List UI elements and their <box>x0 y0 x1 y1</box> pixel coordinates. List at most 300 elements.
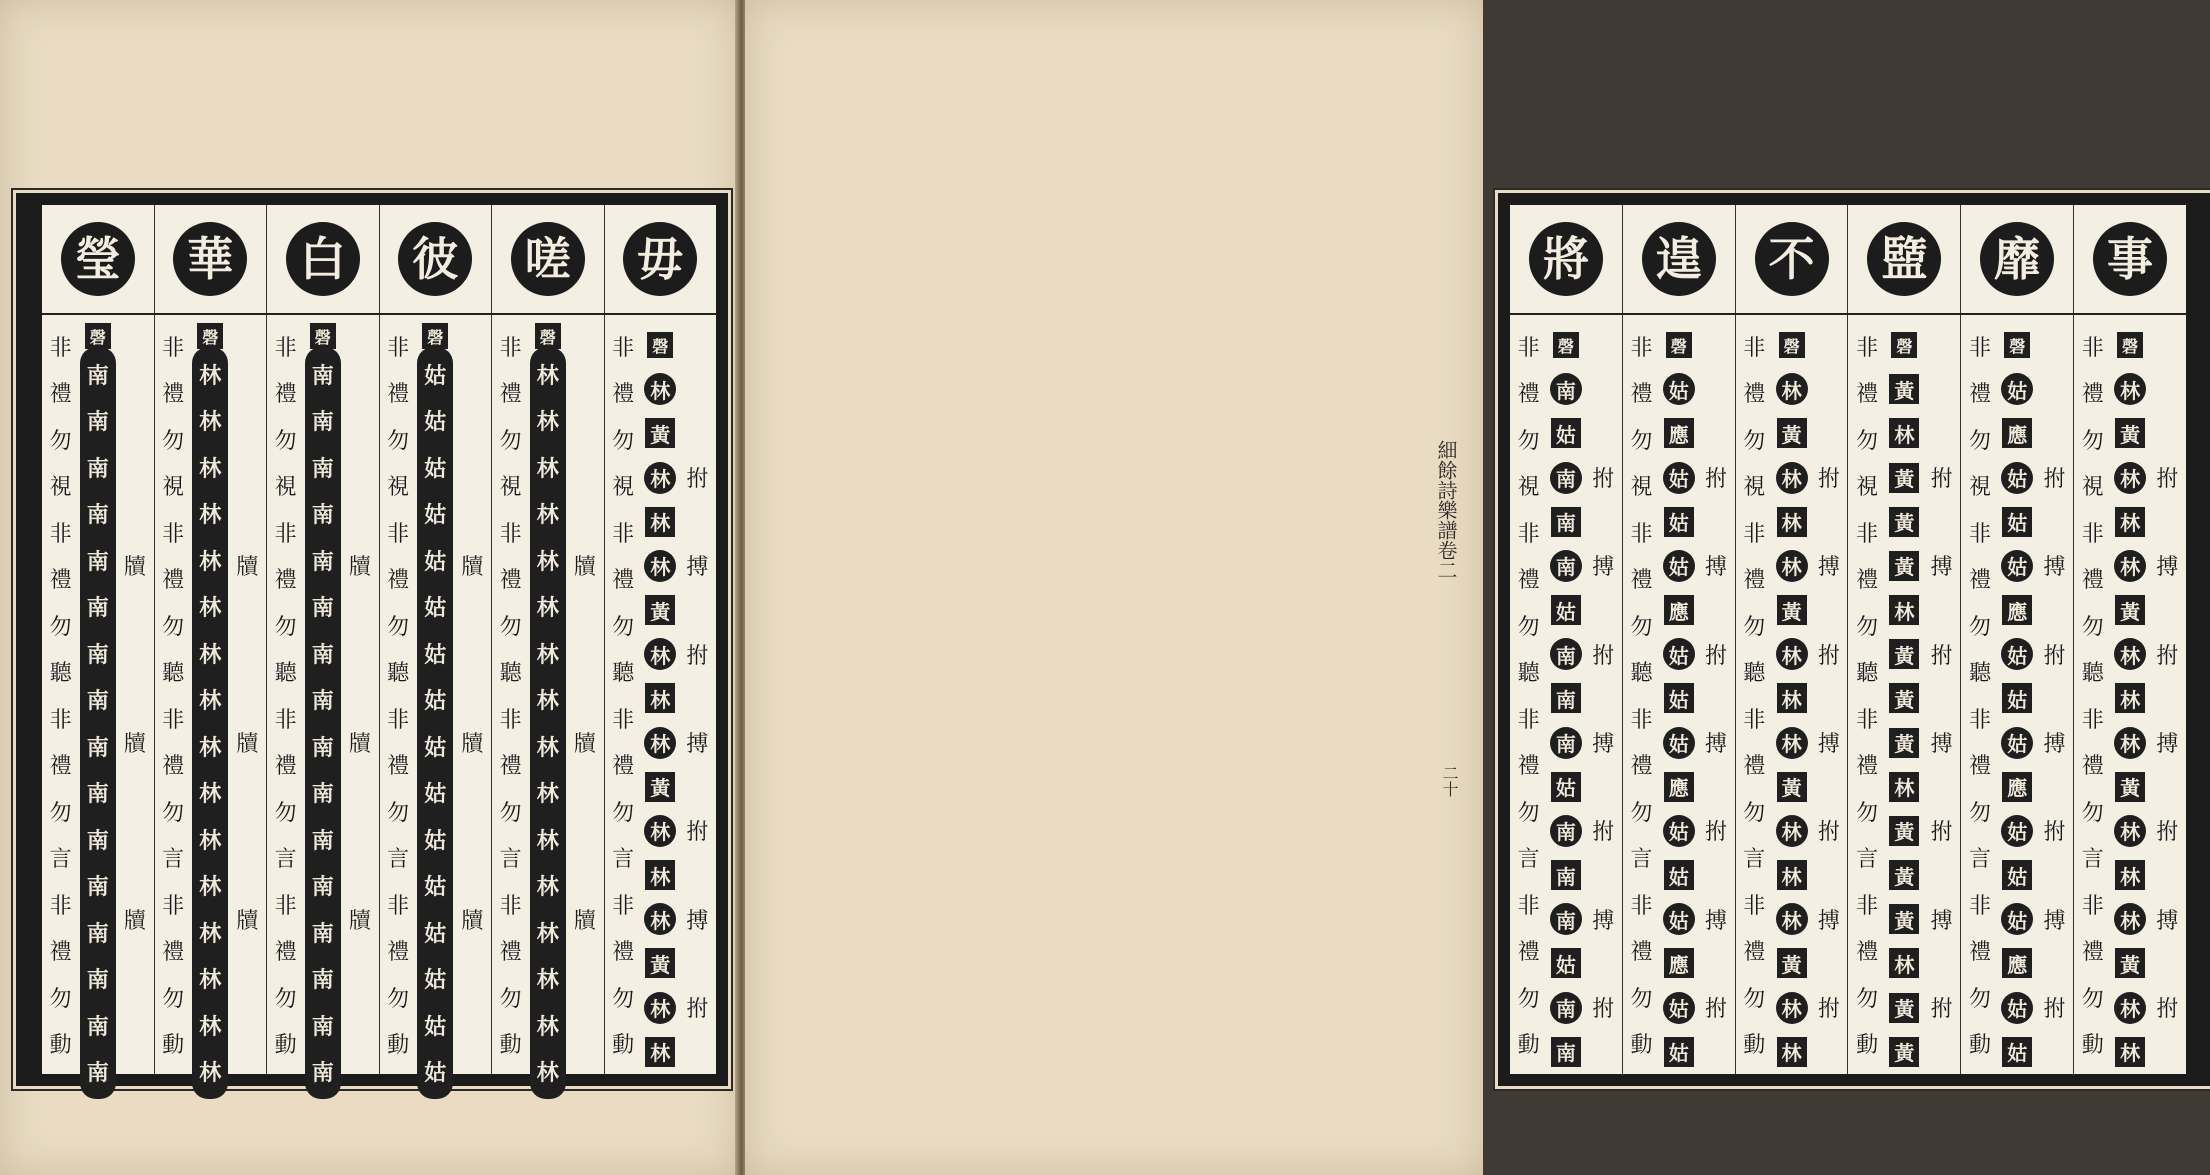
accent-mark <box>117 588 153 632</box>
lyric-char: 勿 <box>274 986 297 1012</box>
note-column <box>304 315 341 1087</box>
sheng-mark: 磬 <box>197 323 223 349</box>
note-cell <box>1886 941 1922 985</box>
accent-mark <box>229 1030 265 1074</box>
lyric-char: 非 <box>387 521 410 547</box>
bar-note: 姑 <box>424 1060 447 1087</box>
lyric-char: 動 <box>274 1033 297 1059</box>
bar-note: 姑 <box>424 1013 447 1040</box>
bar-note: 林 <box>199 641 222 668</box>
lyric-char: 勿 <box>387 800 410 826</box>
boxed-note: 黃 <box>1889 374 1919 404</box>
bar-note: 姑 <box>424 455 447 482</box>
boxed-note: 姑 <box>2002 507 2032 537</box>
lyric-char: 非 <box>1856 893 1879 919</box>
bar-note: 林 <box>536 920 559 947</box>
accent-mark: 牘 <box>236 555 259 581</box>
boxed-note: 林 <box>1777 507 1807 537</box>
lyric-char: 禮 <box>162 382 185 408</box>
note-cell <box>642 632 678 676</box>
accent-mark <box>2149 367 2185 411</box>
lyric-column <box>380 315 417 1074</box>
accent-mark: 拊 <box>2156 997 2179 1023</box>
boxed-note: 應 <box>2002 948 2032 978</box>
bar-note: 姑 <box>424 967 447 994</box>
lyric-char: 勿 <box>2081 986 2104 1012</box>
note-cell <box>2112 456 2148 500</box>
accent-mark: 拊 <box>1817 467 1840 493</box>
column-group <box>1961 315 2074 1074</box>
accent-mark: 拊 <box>686 820 709 846</box>
lyric-header-disc: 事 <box>2093 222 2167 296</box>
accent-mark <box>342 676 378 720</box>
note-cell <box>1774 986 1810 1030</box>
circled-note: 林 <box>1776 727 1808 759</box>
accent-mark: 搏 <box>1817 908 1840 934</box>
sheng-label <box>530 323 566 349</box>
boxed-note: 黃 <box>1889 904 1919 934</box>
circled-note: 林 <box>1776 550 1808 582</box>
lyric-char: 勿 <box>1630 800 1653 826</box>
lyric-char: 視 <box>162 475 185 501</box>
note-cell <box>642 367 678 411</box>
note-cell <box>1548 500 1584 544</box>
lyric-char: 禮 <box>387 382 410 408</box>
header-cell <box>605 205 717 313</box>
lyric-char: 非 <box>387 893 410 919</box>
lyric-char: 言 <box>2081 847 2104 873</box>
bar-note: 林 <box>199 1060 222 1087</box>
lyric-char: 聽 <box>1968 661 1991 687</box>
lyric-char: 禮 <box>1968 568 1991 594</box>
accent-mark <box>2149 941 2185 985</box>
accent-mark <box>1698 588 1734 632</box>
accent-column <box>2036 315 2073 1074</box>
accent-mark <box>342 367 378 411</box>
accent-spacer <box>1585 323 1621 367</box>
note-cell <box>642 411 678 455</box>
lyric-char: 非 <box>1968 335 1991 361</box>
boxed-note: 黃 <box>1889 1037 1919 1067</box>
lyric-char: 禮 <box>1630 568 1653 594</box>
accent-mark <box>342 1030 378 1074</box>
circled-note: 姑 <box>1663 815 1695 847</box>
lyric-char: 勿 <box>49 614 72 640</box>
accent-mark <box>1924 500 1960 544</box>
sheng-label <box>1999 323 2035 367</box>
lyric-char: 勿 <box>1743 800 1766 826</box>
boxed-note: 南 <box>1551 683 1581 713</box>
accent-mark: 搏 <box>686 732 709 758</box>
lyric-char: 禮 <box>499 382 522 408</box>
accent-mark <box>1698 676 1734 720</box>
circled-note: 姑 <box>2001 727 2033 759</box>
note-cell <box>1661 588 1697 632</box>
accent-mark <box>1585 411 1621 455</box>
note-cell <box>1774 367 1810 411</box>
accent-spacer <box>1924 323 1960 367</box>
lyric-char: 禮 <box>1856 940 1879 966</box>
lyric-char: 非 <box>2081 521 2104 547</box>
boxed-note: 黃 <box>645 418 675 448</box>
accent-mark <box>2037 941 2073 985</box>
lyric-char: 勿 <box>387 428 410 454</box>
circled-note: 南 <box>1550 992 1582 1024</box>
lyric-char: 非 <box>1743 335 1766 361</box>
note-cell <box>1774 721 1810 765</box>
lyric-char: 勿 <box>274 428 297 454</box>
lyric-column <box>605 315 642 1074</box>
boxed-note: 林 <box>645 1037 675 1067</box>
circled-note: 南 <box>1550 462 1582 494</box>
note-cell <box>1886 500 1922 544</box>
note-cell <box>1999 986 2035 1030</box>
lyric-char: 聽 <box>499 661 522 687</box>
note-cell <box>1999 1030 2035 1074</box>
lyric-char: 禮 <box>49 754 72 780</box>
right-header-band <box>1510 205 2186 315</box>
boxed-note: 黃 <box>2115 772 2145 802</box>
column-group <box>492 315 605 1087</box>
lyric-char: 勿 <box>2081 428 2104 454</box>
lyric-char: 視 <box>499 475 522 501</box>
note-column <box>1660 315 1697 1074</box>
note-cell <box>1774 456 1810 500</box>
lyric-char: 禮 <box>1517 940 1540 966</box>
bar-note: 林 <box>536 688 559 715</box>
bar-note: 南 <box>86 827 109 854</box>
boxed-note: 黃 <box>1889 463 1919 493</box>
accent-mark <box>117 1030 153 1074</box>
boxed-note: 黃 <box>1889 993 1919 1023</box>
note-bar <box>530 347 566 1099</box>
accent-mark: 拊 <box>1592 820 1615 846</box>
lyric-char: 禮 <box>49 382 72 408</box>
lyric-char: 非 <box>1630 893 1653 919</box>
lyric-char: 勿 <box>1968 986 1991 1012</box>
accent-mark <box>117 411 153 455</box>
circled-note: 姑 <box>2001 550 2033 582</box>
note-cell <box>1886 544 1922 588</box>
accent-mark: 搏 <box>1705 555 1728 581</box>
note-cell <box>1548 676 1584 720</box>
lyric-char: 非 <box>1856 707 1879 733</box>
lyric-char: 禮 <box>2081 568 2104 594</box>
note-cell <box>1661 1030 1697 1074</box>
lyric-char: 非 <box>2081 893 2104 919</box>
lyric-char: 聽 <box>612 661 635 687</box>
lyric-char: 勿 <box>49 428 72 454</box>
accent-mark <box>1585 765 1621 809</box>
lyric-char: 禮 <box>612 568 635 594</box>
note-cell <box>642 1030 678 1074</box>
accent-column <box>1697 315 1734 1074</box>
note-cell <box>1999 676 2035 720</box>
lyric-char: 聽 <box>1517 661 1540 687</box>
bar-note: 姑 <box>424 409 447 436</box>
note-cell <box>1774 853 1810 897</box>
note-cell <box>1774 897 1810 941</box>
accent-mark: 拊 <box>1592 467 1615 493</box>
lyric-char: 禮 <box>612 754 635 780</box>
lyric-char: 勿 <box>499 428 522 454</box>
note-cell <box>2112 1030 2148 1074</box>
bar-note: 林 <box>536 409 559 436</box>
note-cell <box>1548 588 1584 632</box>
bar-note: 林 <box>536 781 559 808</box>
note-cell <box>1886 367 1922 411</box>
accent-mark <box>1585 500 1621 544</box>
accent-mark <box>454 632 490 676</box>
right-score-frame <box>1498 193 2210 1086</box>
circled-note: 姑 <box>1663 727 1695 759</box>
note-cell <box>2112 367 2148 411</box>
right-page-number: 二十 <box>1440 765 1459 797</box>
note-cell <box>1661 721 1697 765</box>
circled-note: 姑 <box>1663 550 1695 582</box>
bar-note: 南 <box>86 595 109 622</box>
sheng-label <box>417 323 453 349</box>
lyric-char: 勿 <box>1743 986 1766 1012</box>
note-cell <box>1886 765 1922 809</box>
accent-mark <box>1924 367 1960 411</box>
note-cell <box>1661 809 1697 853</box>
lyric-char: 禮 <box>499 754 522 780</box>
accent-mark <box>679 676 715 720</box>
accent-mark <box>1924 676 1960 720</box>
accent-mark: 牘 <box>348 555 371 581</box>
accent-mark <box>117 456 153 500</box>
lyric-char: 勿 <box>612 428 635 454</box>
note-cell <box>642 853 678 897</box>
boxed-note: 姑 <box>1551 948 1581 978</box>
accent-spacer <box>2149 323 2185 367</box>
accent-mark <box>567 986 603 1030</box>
lyric-char: 禮 <box>162 568 185 594</box>
lyric-char: 禮 <box>1630 940 1653 966</box>
accent-mark <box>567 853 603 897</box>
lyric-char: 非 <box>612 893 635 919</box>
accent-mark <box>454 809 490 853</box>
accent-column <box>341 315 378 1074</box>
accent-mark <box>567 1030 603 1074</box>
note-cell <box>642 765 678 809</box>
accent-mark <box>2149 765 2185 809</box>
header-cell <box>42 205 155 313</box>
lyric-char: 勿 <box>1856 800 1879 826</box>
sheng-label <box>192 323 228 349</box>
bar-note: 南 <box>86 409 109 436</box>
boxed-note: 黃 <box>1889 816 1919 846</box>
boxed-note: 姑 <box>1664 1037 1694 1067</box>
note-cell <box>1548 367 1584 411</box>
lyric-char: 勿 <box>612 614 635 640</box>
accent-mark <box>342 588 378 632</box>
lyric-char: 禮 <box>1630 382 1653 408</box>
accent-mark <box>1924 941 1960 985</box>
accent-mark: 拊 <box>2156 820 2179 846</box>
lyric-char: 禮 <box>1856 754 1879 780</box>
accent-spacer <box>117 323 153 367</box>
accent-mark <box>1924 1030 1960 1074</box>
accent-column <box>454 315 491 1074</box>
column-group <box>380 315 493 1087</box>
lyric-char: 勿 <box>1968 614 1991 640</box>
accent-mark: 牘 <box>573 732 596 758</box>
note-cell <box>1661 676 1697 720</box>
note-cell <box>1774 1030 1810 1074</box>
accent-mark <box>342 986 378 1030</box>
accent-mark: 牘 <box>348 908 371 934</box>
accent-mark <box>229 765 265 809</box>
lyric-char: 聽 <box>1856 661 1879 687</box>
bar-note: 南 <box>311 967 334 994</box>
lyric-char: 禮 <box>1856 568 1879 594</box>
lyric-header-disc: 嗟 <box>511 222 585 296</box>
note-column <box>1773 315 1810 1074</box>
bar-note: 南 <box>86 1060 109 1087</box>
lyric-char: 非 <box>1630 521 1653 547</box>
note-cell <box>642 500 678 544</box>
right-margin-title: 細餘詩樂譜卷二 <box>1434 440 1458 580</box>
boxed-note: 姑 <box>1551 418 1581 448</box>
note-cell <box>1548 809 1584 853</box>
accent-mark <box>229 853 265 897</box>
boxed-note: 應 <box>1664 595 1694 625</box>
boxed-note: 黃 <box>1889 860 1919 890</box>
note-cell <box>1999 544 2035 588</box>
lyric-char: 聽 <box>274 661 297 687</box>
circled-note: 姑 <box>1663 992 1695 1024</box>
circled-note: 林 <box>1776 903 1808 935</box>
lyric-header-disc: 將 <box>1529 222 1603 296</box>
lyric-char: 勿 <box>1968 428 1991 454</box>
bar-note: 南 <box>311 827 334 854</box>
accent-mark <box>1924 853 1960 897</box>
lyric-char: 言 <box>387 847 410 873</box>
lyric-char: 非 <box>1856 521 1879 547</box>
accent-mark: 搏 <box>1930 732 1953 758</box>
lyric-char: 視 <box>49 475 72 501</box>
lyric-char: 勿 <box>162 986 185 1012</box>
lyric-char: 言 <box>162 847 185 873</box>
sheng-label <box>2112 323 2148 367</box>
note-cell <box>2112 941 2148 985</box>
bar-note: 南 <box>311 502 334 529</box>
accent-mark: 搏 <box>686 555 709 581</box>
bar-note: 林 <box>536 874 559 901</box>
lyric-char: 視 <box>1743 475 1766 501</box>
lyric-char: 勿 <box>1856 986 1879 1012</box>
lyric-header-disc: 靡 <box>1980 222 2054 296</box>
right-score-columns <box>1510 315 2186 1074</box>
accent-mark: 搏 <box>1705 732 1728 758</box>
bar-note: 南 <box>311 920 334 947</box>
accent-mark <box>1585 1030 1621 1074</box>
accent-mark: 牘 <box>348 732 371 758</box>
column-group <box>605 315 717 1074</box>
accent-mark: 牘 <box>573 555 596 581</box>
lyric-char: 非 <box>162 707 185 733</box>
accent-mark <box>1924 411 1960 455</box>
column-group <box>155 315 268 1087</box>
note-cell <box>1774 765 1810 809</box>
lyric-char: 禮 <box>1743 940 1766 966</box>
lyric-char: 禮 <box>1743 568 1766 594</box>
lyric-char: 非 <box>1743 707 1766 733</box>
header-cell <box>380 205 493 313</box>
accent-mark <box>454 765 490 809</box>
circled-note: 林 <box>644 992 676 1024</box>
bar-note: 林 <box>536 595 559 622</box>
bar-note: 林 <box>199 548 222 575</box>
note-cell <box>1886 853 1922 897</box>
circled-note: 姑 <box>2001 992 2033 1024</box>
accent-mark <box>1698 941 1734 985</box>
bar-note: 南 <box>311 641 334 668</box>
lyric-char: 非 <box>1743 521 1766 547</box>
note-cell <box>2112 765 2148 809</box>
note-cell <box>1548 632 1584 676</box>
circled-note: 姑 <box>1663 462 1695 494</box>
boxed-note: 姑 <box>1664 860 1694 890</box>
bar-note: 林 <box>199 502 222 529</box>
bar-note: 南 <box>311 548 334 575</box>
note-cell <box>1548 456 1584 500</box>
boxed-note: 林 <box>2115 860 2145 890</box>
note-cell <box>1661 367 1697 411</box>
note-cell <box>1661 941 1697 985</box>
accent-mark: 拊 <box>1592 643 1615 669</box>
bar-note: 林 <box>199 967 222 994</box>
lyric-char: 非 <box>1517 893 1540 919</box>
lyric-char: 視 <box>612 475 635 501</box>
lyric-char: 非 <box>499 893 522 919</box>
circled-note: 南 <box>1550 638 1582 670</box>
accent-mark <box>567 941 603 985</box>
lyric-char: 非 <box>162 521 185 547</box>
lyric-char: 動 <box>499 1033 522 1059</box>
bar-note: 林 <box>199 734 222 761</box>
header-cell <box>267 205 380 313</box>
sheng-label <box>1548 323 1584 367</box>
lyric-char: 非 <box>274 707 297 733</box>
bar-note: 姑 <box>424 595 447 622</box>
circled-note: 林 <box>644 815 676 847</box>
lyric-char: 動 <box>162 1033 185 1059</box>
circled-note: 姑 <box>1663 638 1695 670</box>
lyric-char: 禮 <box>162 754 185 780</box>
boxed-note: 姑 <box>1551 772 1581 802</box>
accent-spacer <box>1698 323 1734 367</box>
lyric-char: 勿 <box>1517 428 1540 454</box>
lyric-char: 非 <box>1517 335 1540 361</box>
note-cell <box>1999 897 2035 941</box>
boxed-note: 林 <box>1889 418 1919 448</box>
lyric-char: 言 <box>49 847 72 873</box>
boxed-note: 林 <box>1777 1037 1807 1067</box>
accent-spacer <box>229 323 265 367</box>
boxed-note: 黃 <box>1889 683 1919 713</box>
circled-note: 林 <box>2114 638 2146 670</box>
note-cell <box>642 544 678 588</box>
column-group <box>1736 315 1849 1074</box>
note-column <box>417 315 454 1087</box>
boxed-note: 南 <box>1551 507 1581 537</box>
accent-mark <box>567 456 603 500</box>
note-cell <box>1548 721 1584 765</box>
lyric-char: 禮 <box>1517 568 1540 594</box>
